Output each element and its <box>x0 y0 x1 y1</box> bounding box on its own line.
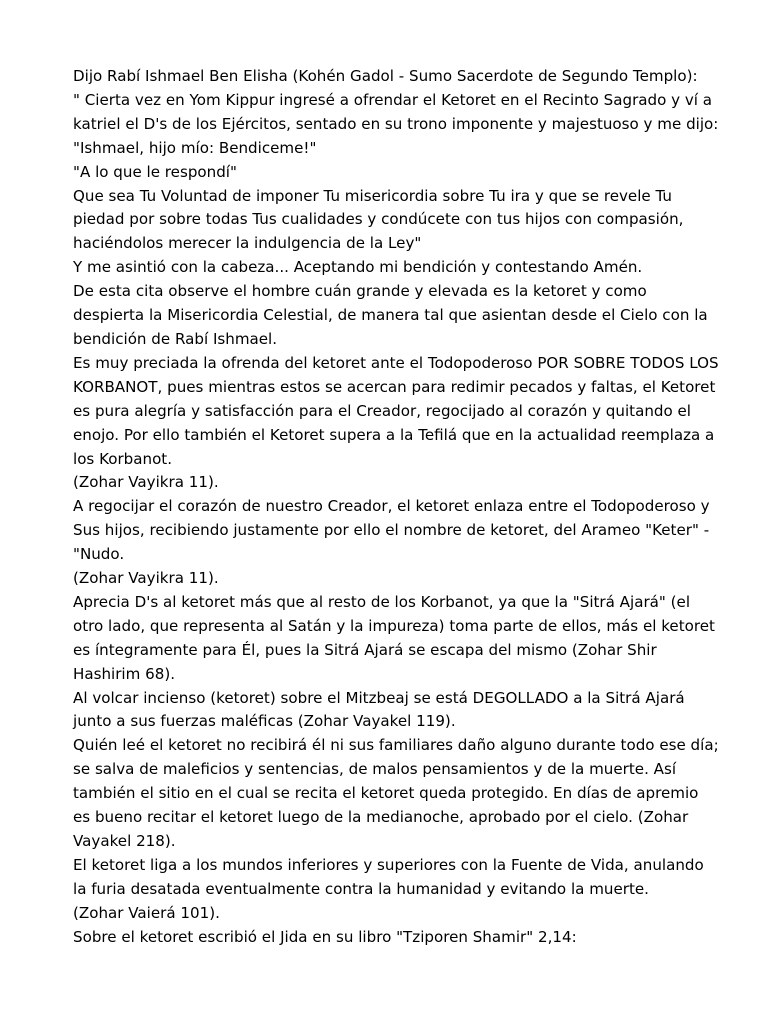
text-line: De esta cita observe el hombre cuán grande y elevada es la ketoret y como <box>73 282 647 301</box>
text-line: la furia desatada eventualmente contra la humanidad y evitando la muerte. <box>73 879 649 898</box>
text-line: Aprecia D's al ketoret más que al resto de los Korbanot, ya que la "Sitrá Ajará" (el <box>73 592 691 611</box>
text-line: Es muy preciada la ofrenda del ketoret ante el Todopoderoso POR SOBRE TODOS LOS <box>73 353 719 372</box>
text-line: KORBANOT, pues mientras estos se acercan para redimir pecados y faltas, el Ketoret <box>73 377 716 396</box>
text-line: "A lo que le respondí" <box>73 162 237 181</box>
text-line: es bueno recitar el ketoret luego de la medianoche, aprobado por el cielo. (Zohar <box>73 808 689 827</box>
text-line: otro lado, que representa al Satán y la impureza) toma parte de ellos, más el ketoret <box>73 616 715 635</box>
text-line: Sobre el ketoret escribió el Jida en su libro "Tziporen Shamir" 2,14: <box>73 927 577 946</box>
text-line: haciéndolos merecer la indulgencia de la Ley" <box>73 234 422 253</box>
text-line: piedad por sobre todas Tus cualidades y condúcete con tus hijos con compasión, <box>73 210 684 229</box>
text-line: es pura alegría y satisfacción para el Creador, regocijado al corazón y quitando el <box>73 401 691 420</box>
text-line: es íntegramente para Él, pues la Sitrá Ajará se escapa del mismo (Zohar Shir <box>73 640 657 659</box>
text-line: Dijo Rabí Ishmael Ben Elisha (Kohén Gadol - Sumo Sacerdote de Segundo Templo): <box>73 67 698 85</box>
text-line: enojo. Por ello también el Ketoret supera a la Tefilá que en la actualidad reemplaza a <box>73 425 715 444</box>
text-line: Quién leé el ketoret no recibirá él ni sus familiares daño alguno durante todo ese día; <box>73 736 719 755</box>
text-line: también el sitio en el cual se recita el ketoret queda protegido. En días de apremio <box>73 784 699 803</box>
text-line: los Korbanot. <box>73 449 173 468</box>
text-line: se salva de maleficios y sentencias, de malos pensamientos y de la muerte. Así <box>73 760 677 779</box>
text-line: Al volcar incienso (ketoret) sobre el Mitzbeaj se está DEGOLLADO a la Sitrá Ajará <box>73 688 685 707</box>
text-line: Sus hijos, recibiendo justamente por ello el nombre de ketoret, del Arameo "Keter" - <box>73 521 710 540</box>
text-line: " Cierta vez en Yom Kippur ingresé a ofrendar el Ketoret en el Recinto Sagrado y ví a <box>73 90 713 109</box>
text-line: (Zohar Vayikra 11). <box>73 473 219 492</box>
text-line: junto a sus fuerzas maléficas (Zohar Vayakel 119). <box>73 712 456 731</box>
text-line: Y me asintió con la cabeza... Aceptando mi bendición y contestando Amén. <box>73 258 643 277</box>
text-line: Que sea Tu Voluntad de imponer Tu misericordia sobre Tu ira y que se revele Tu <box>73 186 672 205</box>
text-line: El ketoret liga a los mundos inferiores y superiores con la Fuente de Vida, anulando <box>73 855 704 874</box>
text-line: bendición de Rabí Ishmael. <box>73 329 278 348</box>
text-line: katriel el D's de los Ejércitos, sentado en su trono imponente y majestuoso y me dijo: <box>73 114 719 133</box>
text-line: A regocijar el corazón de nuestro Creador, el ketoret enlaza entre el Todopoderoso y <box>73 497 710 516</box>
text-line: "Ishmael, hijo mío: Bendiceme!" <box>73 138 317 157</box>
text-line: despierta la Misericordia Celestial, de manera tal que asientan desde el Cielo con la <box>73 306 708 325</box>
text-line: Vayakel 218). <box>73 832 176 850</box>
text-line: (Zohar Vaierá 101). <box>73 903 220 922</box>
text-line: (Zohar Vayikra 11). <box>73 569 219 588</box>
text-line: Hashirim 68). <box>73 664 176 683</box>
text-line: "Nudo. <box>73 545 125 564</box>
document-page <box>73 65 719 950</box>
